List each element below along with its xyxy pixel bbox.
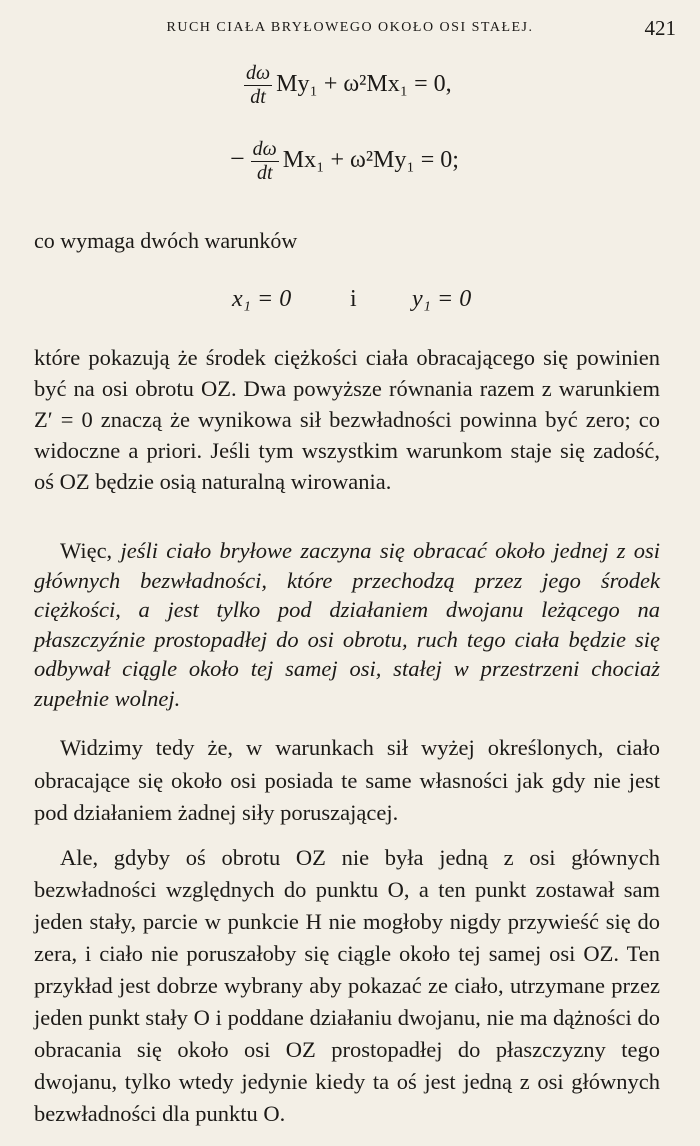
- paragraph-1: które pokazują że środek ciężkości ciała obracającego się powinien być na osi obrotu OZ. Dwa powyższe równania razem z warunkiem Z′ = 0 znaczą że wynikowa sił bezwładności powinna być zero; co widoczne a priori. Jeśli tym wszystkim warunkom staje się zadość, oś OZ będzie osią naturalną wirowania.: [34, 345, 660, 494]
- equation-body: Mx₁ + ω²My₁ = 0;: [282, 147, 459, 174]
- page-number: 421: [644, 16, 676, 40]
- paragraph-4: Ale, gdyby oś obrotu OZ nie była jedną z osi głównych bezwładności względnych do punktu O, a ten punkt zostawał sam jeden stały, parcie w punkcie H nie mogłoby nigdy przywieść się do zera, i ciało nie poruszałoby się ciągle około tej samej osi OZ. Ten przykład jest dobrze wybrany aby pokazać ze ciało, utrzymane przez jeden punkt stały O i poddane działaniu dwojanu, nie ma dążności do obracania się około osi OZ prostopadłej do płaszczyzny tego dwojanu, tylko wtedy jedynie kiedy ta oś jest jedną z osi głównych bezwładności dla punktu O.: [34, 845, 660, 1126]
- condition-y: y₁ = 0: [412, 286, 472, 312]
- running-head: RUCH CIAŁA BRYŁOWEGO OKOŁO OSI STAŁEJ.: [166, 20, 534, 35]
- equation-body: My₁ + ω²Mx₁ = 0,: [276, 71, 452, 98]
- paragraph-2: [34, 536, 660, 713]
- fraction-numerator: dω: [246, 62, 271, 84]
- fraction-denominator: dt: [251, 161, 279, 185]
- paragraph-2-lead: Więc,: [60, 538, 121, 563]
- page-header: [0, 14, 700, 44]
- equation-sign: −: [230, 144, 245, 174]
- fraction-d-omega-dt: [244, 62, 272, 109]
- paragraph-2-italic: jeśli ciało bryłowe zaczyna się obracać około jednej z osi głównych bezwładności, które przechodzą przez jego środek ciężkości, a jest tylko pod działaniem dwojanu leżącego na płaszczyźnie prostopadłej do osi obrotu, ruch tego ciała będzie się odbywał ciągle około tej samej osi, stałej w przestrzeni chociaż zupełnie wolnej.: [34, 538, 660, 711]
- fraction-numerator: dω: [252, 138, 277, 160]
- intro-line: co wymaga dwóch warunków: [34, 228, 298, 253]
- equation-2: [230, 138, 459, 185]
- fraction-denominator: dt: [244, 85, 272, 109]
- condition-x: x₁ = 0: [232, 286, 292, 312]
- condition-connector: i: [350, 286, 357, 312]
- fraction-d-omega-dt: [251, 138, 279, 185]
- equation-1: [244, 62, 452, 109]
- paragraph-3: Widzimy tedy że, w warunkach sił wyżej określonych, ciało obracające się około osi posiada te same własności jak gdy nie jest pod działaniem żadnej siły poruszającej.: [34, 735, 660, 825]
